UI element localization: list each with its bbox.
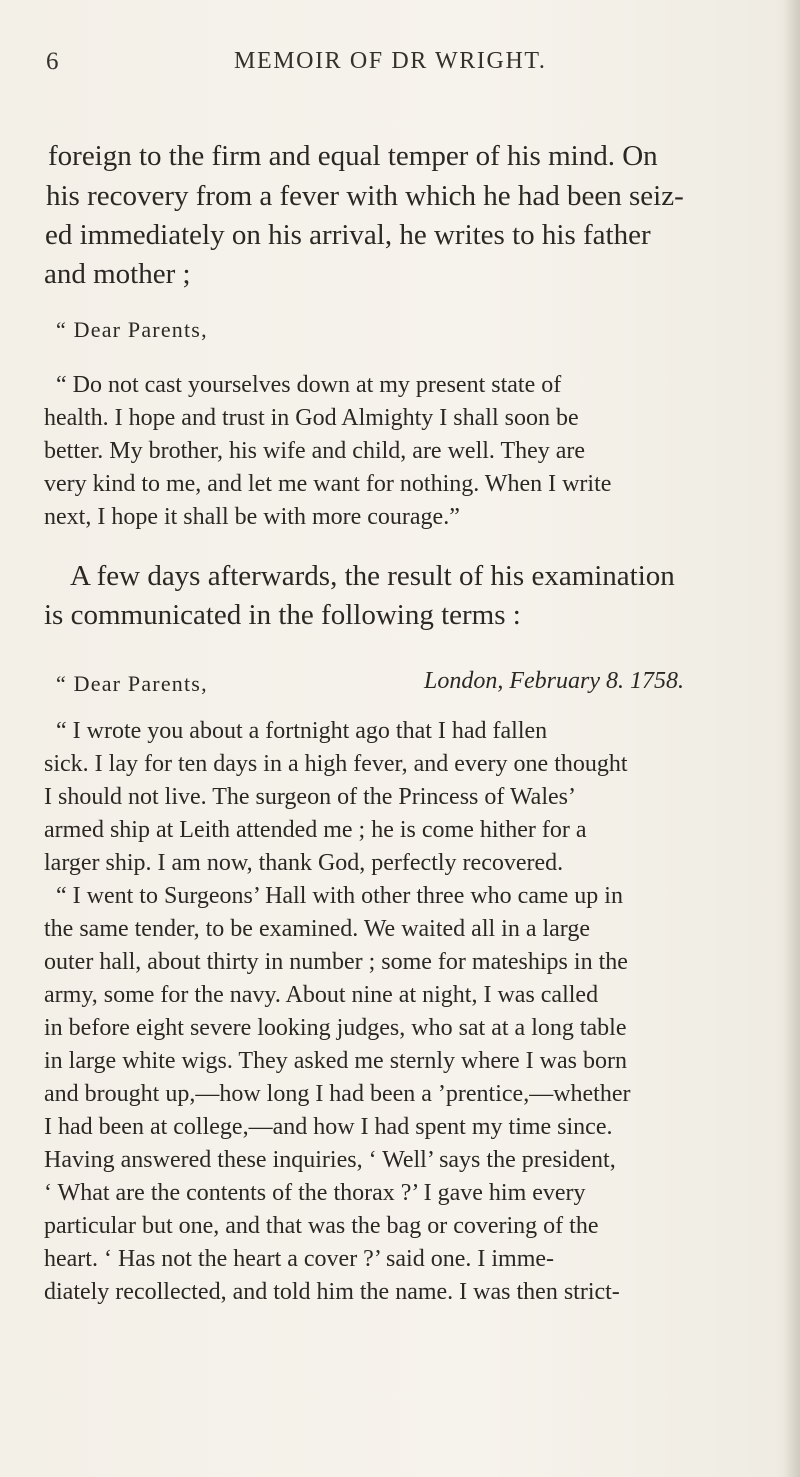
letter2-line: the same tender, to be examined. We waited all in a large <box>44 916 591 942</box>
letter1-line: health. I hope and trust in God Almighty I shall soon be <box>44 405 579 431</box>
letter1-line: better. My brother, his wife and child, are well. They are <box>44 438 586 464</box>
letter2-line: heart. ‘ Has not the heart a cover ?’ said one. I imme- <box>44 1246 554 1272</box>
letter2-place-date: London, February 8. 1758. <box>424 668 684 694</box>
transition-line: is communicated in the following terms : <box>44 599 521 631</box>
letter2-line: outer hall, about thirty in number ; some for mateships in the <box>44 949 628 975</box>
letter2-line: armed ship at Leith attended me ; he is come hither for a <box>44 817 587 843</box>
letter1-line: very kind to me, and let me want for nothing. When I write <box>44 471 612 497</box>
running-title: MEMOIR OF DR WRIGHT. <box>234 48 547 74</box>
page-edge-shadow <box>784 0 800 1477</box>
intro-line: and mother ; <box>44 258 191 290</box>
running-head <box>0 48 800 88</box>
intro-line: foreign to the firm and equal temper of his mind. On <box>48 140 658 172</box>
letter2-line: diately recollected, and told him the name. I was then strict- <box>44 1279 620 1305</box>
letter2-line: I had been at college,—and how I had spent my time since. <box>44 1114 613 1140</box>
letter2-line: particular but one, and that was the bag or covering of the <box>44 1213 599 1239</box>
letter2-line: in large white wigs. They asked me sternly where I was born <box>44 1048 627 1074</box>
letter2-line: and brought up,—how long I had been a ’prentice,—whether <box>44 1081 631 1107</box>
letter2-line: ‘ What are the contents of the thorax ?’ I gave him every <box>44 1180 586 1206</box>
transition-line: A few days afterwards, the result of his examination <box>70 560 675 592</box>
letter2-line: army, some for the navy. About nine at night, I was called <box>44 982 599 1008</box>
letter2-line: sick. I lay for ten days in a high fever, and every one thought <box>44 751 628 777</box>
intro-line: ed immediately on his arrival, he writes to his father <box>45 219 651 251</box>
letter1-salutation: “ Dear Parents, <box>56 317 208 342</box>
letter2-line: “ I wrote you about a fortnight ago that I had fallen <box>56 718 548 744</box>
letter2-line: larger ship. I am now, thank God, perfectly recovered. <box>44 850 564 876</box>
letter2-line: in before eight severe looking judges, who sat at a long table <box>44 1015 627 1041</box>
page-number: 6 <box>46 48 59 75</box>
letter2-line: Having answered these inquiries, ‘ Well’ says the president, <box>44 1147 616 1173</box>
letter2-line: I should not live. The surgeon of the Princess of Wales’ <box>44 784 576 810</box>
letter1-line: “ Do not cast yourselves down at my present state of <box>56 372 562 398</box>
letter2-line: “ I went to Surgeons’ Hall with other three who came up in <box>56 883 623 909</box>
letter2-salutation: “ Dear Parents, <box>56 671 208 696</box>
letter1-line: next, I hope it shall be with more courage.” <box>44 504 460 530</box>
intro-line: his recovery from a fever with which he had been seiz- <box>46 180 684 212</box>
